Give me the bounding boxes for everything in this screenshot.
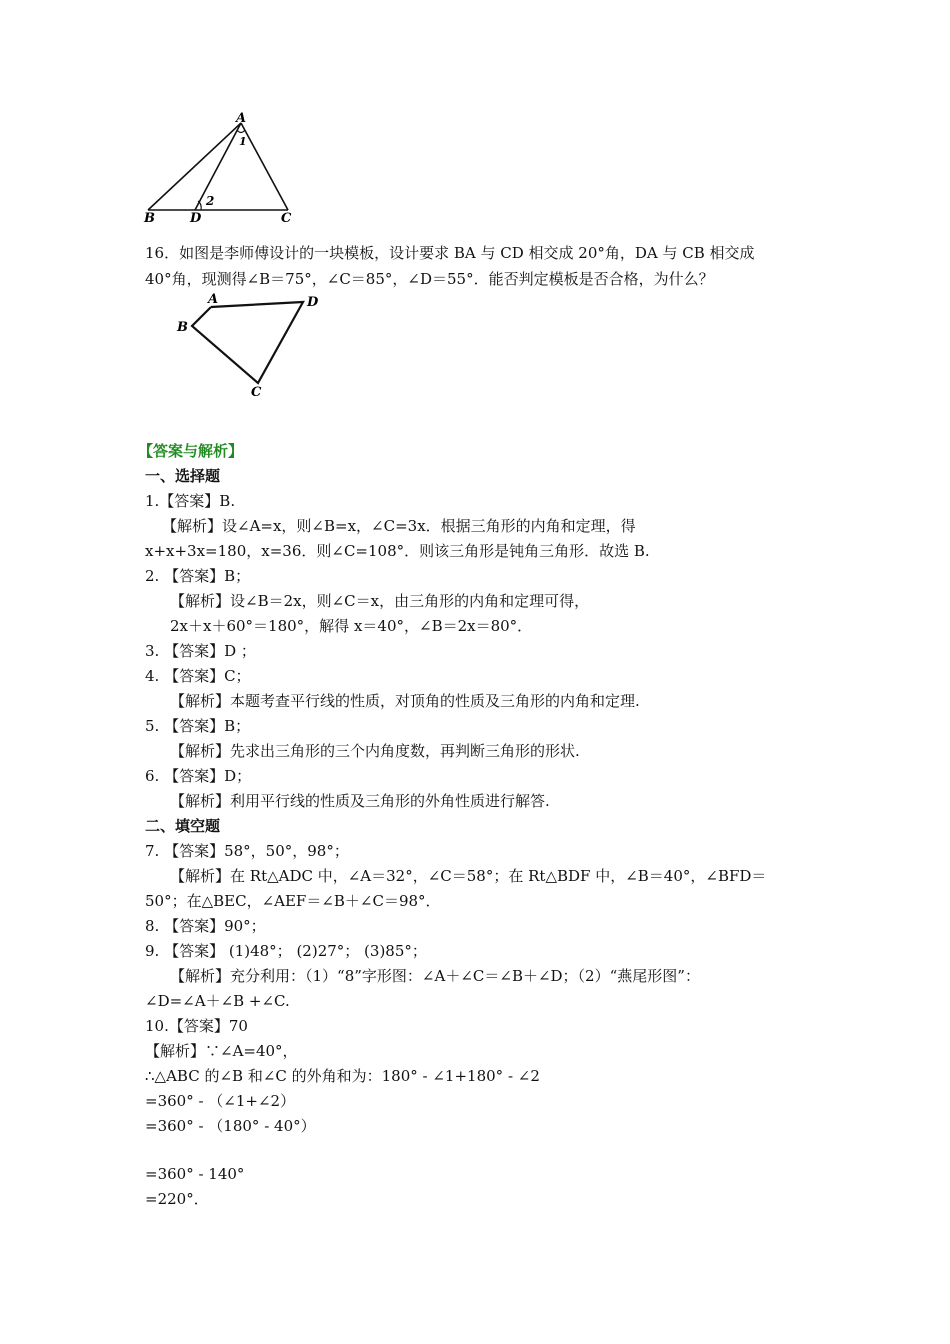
triangle-figure-1 xyxy=(140,110,300,225)
segment-ab xyxy=(148,123,241,210)
q10-explanation-5: =360° - 140° xyxy=(145,1165,245,1183)
q2-explanation-1: 【解析】设∠B＝2x，则∠C＝x，由三角形的内角和定理可得， xyxy=(170,592,590,610)
q6-answer: 6. 【答案】D； xyxy=(145,767,252,785)
q1-answer: 1.【答案】B. xyxy=(145,492,236,510)
q7-explanation-2: 50°；在△BEC，∠AEF＝∠B＋∠C＝98°． xyxy=(145,892,441,910)
problem-16-line-1: 16．如图是李师傅设计的一块模板，设计要求 BA 与 CD 相交成 20°角，DA 与 CB 相交成 xyxy=(145,244,755,262)
label-angle-1: 1 xyxy=(239,135,247,148)
label-c: C xyxy=(281,211,292,225)
q5-explanation: 【解析】先求出三角形的三个内角度数，再判断三角形的形状. xyxy=(170,742,580,760)
q6-explanation: 【解析】利用平行线的性质及三角形的外角性质进行解答. xyxy=(170,792,550,810)
q8-answer: 8. 【答案】90°； xyxy=(145,917,266,935)
q7-explanation-1: 【解析】在 Rt△ADC 中，∠A＝32°，∠C＝58°；在 Rt△BDF 中，∠B＝40°，∠BFD＝ xyxy=(170,867,767,885)
segment-ac xyxy=(241,123,288,210)
q9-explanation-2: ∠D=∠A＋∠B +∠C. xyxy=(145,992,290,1010)
section-choice-heading: 一、选择题 xyxy=(145,467,221,485)
angle-1-arc xyxy=(237,130,245,133)
label-a: A xyxy=(236,111,247,126)
q10-explanation-2: ∴△ABC 的∠B 和∠C 的外角和为：180° - ∠1+180° - ∠2 xyxy=(145,1067,540,1085)
q3-answer: 3. 【答案】D ； xyxy=(145,642,256,660)
label-d: D xyxy=(307,295,319,310)
q9-answer: 9. 【答案】 (1)48°； (2)27°； (3)85°； xyxy=(145,942,427,960)
q7-answer: 7. 【答案】58°，50°，98°； xyxy=(145,842,349,860)
label-b: B xyxy=(177,320,188,335)
q2-answer: 2. 【答案】B； xyxy=(145,567,251,585)
answers-heading: 【答案与解析】 xyxy=(138,442,244,460)
q9-explanation-1: 【解析】充分利用：（1）“8”字形图：∠A＋∠C＝∠B＋∠D；（2）“燕尾形图”： xyxy=(170,967,700,985)
q2-explanation-2: 2x＋x＋60°＝180°，解得 x＝40°，∠B＝2x＝80°． xyxy=(170,617,533,635)
q4-answer: 4. 【答案】C； xyxy=(145,667,251,685)
q10-explanation-6: =220°． xyxy=(145,1190,209,1208)
q4-explanation: 【解析】本题考查平行线的性质，对顶角的性质及三角形的内角和定理. xyxy=(170,692,640,710)
section-fill-heading: 二、填空题 xyxy=(145,817,221,835)
q5-answer: 5. 【答案】B； xyxy=(145,717,251,735)
segment-ad xyxy=(195,123,241,210)
q10-explanation-4: =360° - （180° - 40°） xyxy=(145,1117,316,1135)
q1-explanation-1: 【解析】设∠A=x，则∠B=x，∠C=3x．根据三角形的内角和定理，得 xyxy=(162,517,636,535)
quadrilateral-figure-2 xyxy=(172,290,332,402)
q10-explanation-1: 【解析】∵∠A=40°， xyxy=(145,1042,298,1060)
label-b: B xyxy=(144,211,155,225)
label-c: C xyxy=(251,385,262,400)
q1-explanation-2: x+x+3x=180，x=36．则∠C=108°．则该三角形是钝角三角形．故选 B. xyxy=(145,542,650,560)
q10-answer: 10.【答案】70 xyxy=(145,1017,248,1035)
problem-16-line-2: 40°角，现测得∠B＝75°，∠C＝85°，∠D＝55°．能否判定模板是否合格，为什么？ xyxy=(145,270,714,288)
q10-explanation-3: =360° - （∠1+∠2） xyxy=(145,1092,296,1110)
label-a: A xyxy=(208,292,219,307)
quadrilateral-outline xyxy=(192,302,303,383)
label-d: D xyxy=(190,211,202,225)
label-angle-2: 2 xyxy=(206,194,215,208)
